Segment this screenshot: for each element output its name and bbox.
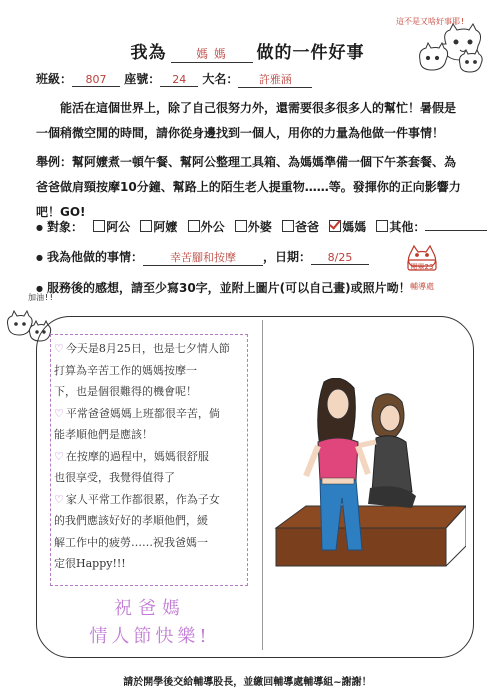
heart-icon: ♡ <box>54 342 64 355</box>
checkbox-maternal-grandma[interactable] <box>235 220 247 232</box>
heart-icon: ♡ <box>54 449 64 463</box>
heart-icon: ♡ <box>54 406 64 420</box>
bullet-icon: ● <box>36 223 43 232</box>
bullet-icon: ● <box>36 253 43 262</box>
seat-number-field: 24 <box>160 73 198 87</box>
student-info-row: 班級： 807 座號： 24 大名： 許雅涵 <box>36 70 312 88</box>
recipient-blank: 媽 媽 <box>171 45 253 63</box>
checkbox-grandpa[interactable] <box>93 220 105 232</box>
reviewed-stamp <box>398 240 446 292</box>
handwritten-reflection <box>54 338 246 575</box>
text-line: 的我們應該好好的孝順他們，緩 <box>54 514 208 527</box>
massage-drawing-illustration <box>266 378 466 568</box>
text-line: 解工作中的疲勞……祝我爸媽一 <box>54 535 208 549</box>
text-line: ♡ 在按摩的過程中，媽媽很舒服 <box>54 449 209 463</box>
stamp-label: 閱畢23 <box>410 263 434 271</box>
other-field[interactable] <box>425 230 487 231</box>
name-field: 許雅涵 <box>238 71 312 88</box>
text-line: ♡ 平常爸爸媽媽上班都很辛苦，倘 <box>54 406 220 420</box>
footer-instructions: 請於開學後交給輔導股長，並繳回輔導處輔導組~謝謝！ <box>123 677 372 688</box>
stamp-signature: 輔導處 <box>410 282 434 291</box>
wish-line-1: 祝爸媽 <box>114 598 186 619</box>
card-divider <box>262 320 263 650</box>
text-line: ♡ 家人平常工作都很累，作為子女 <box>54 492 220 506</box>
class-field: 807 <box>72 73 120 87</box>
text-line: 定很Happy!!! <box>54 557 126 570</box>
checkbox-maternal-grandpa[interactable] <box>188 220 200 232</box>
checkbox-mom[interactable] <box>329 220 341 232</box>
intro-paragraph: 能活在這個世界上，除了自己很努力外，還需要很多很多人的幫忙！暑假是一個稍微空閒的時間，請你從身邊找到一個人，用你的力量為他做一件事情！ <box>36 101 457 140</box>
bullet-icon: ● <box>36 284 43 293</box>
checkbox-grandma[interactable] <box>140 220 152 232</box>
deed-row: ● 我為他做的事情： 幸苦腳和按摩 ，日期： 8/25 <box>36 248 369 266</box>
page-title: 我為 媽 媽 做的一件好事 <box>130 43 365 63</box>
heart-icon: ♡ <box>54 492 64 506</box>
reflection-row: ● 服務後的感想，請至少寫30字，並附上圖片(可以自己畫)或照片呦！ <box>36 281 411 295</box>
text-line: 也很享受，我覺得值得了 <box>54 471 175 484</box>
text-line: ♡ 今天是8月25日，也是七夕情人節 <box>54 342 230 355</box>
text-line: 下，也是個很難得的機會呢！ <box>54 385 197 398</box>
date-field: 8/25 <box>311 251 369 265</box>
text-line: 打算為辛苦工作的媽媽按摩一 <box>54 363 197 377</box>
deed-field: 幸苦腳和按摩 <box>143 249 263 266</box>
stamp-mascot-icon <box>398 240 446 280</box>
text-line: 能孝順他們是應該！ <box>54 428 153 441</box>
checkbox-other[interactable] <box>376 220 388 232</box>
wish-line-2: 情人節快樂! <box>89 626 211 647</box>
checkbox-dad[interactable] <box>282 220 294 232</box>
mascot-speech-text: 這不是又啥好事耶! <box>396 17 465 26</box>
example-paragraph: 舉例：幫阿嬤煮一頓午餐、幫阿公整理工具箱、為媽媽準備一個下午茶套餐、為爸爸做肩頸按摩10分鐘、幫路上的陌生老人提重物……等。發揮你的正向影響力吧！GO! <box>36 155 461 219</box>
mascot-bubble: 加油!! <box>28 293 54 302</box>
target-row: ● 對象： 阿公 阿嬤 外公 外婆 爸爸 媽媽 其他： <box>36 218 487 235</box>
